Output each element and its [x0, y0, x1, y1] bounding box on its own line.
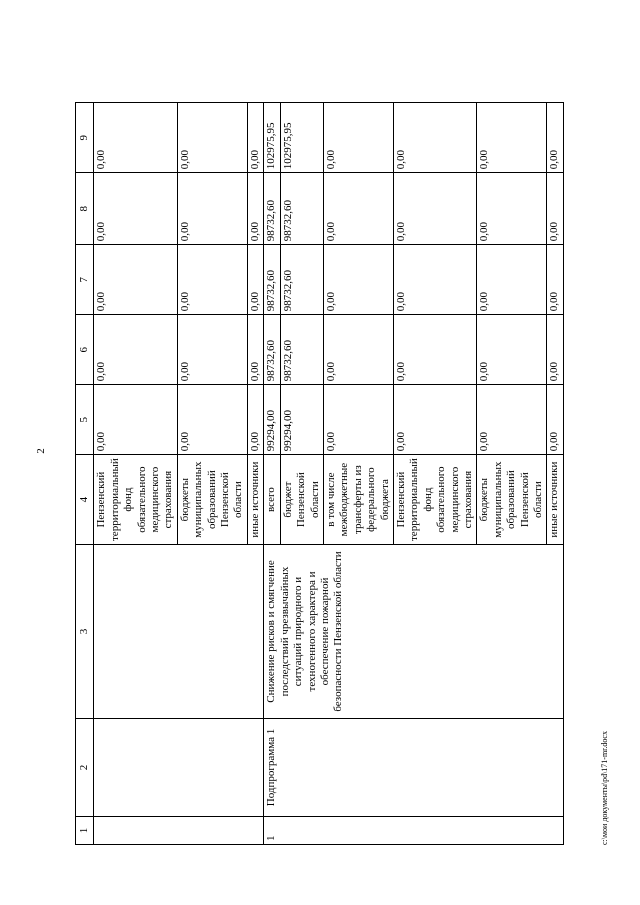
value-cell: 0,00: [547, 385, 563, 455]
value-cell: 0,00: [323, 245, 393, 315]
header-cell: 4: [76, 455, 94, 545]
header-cell: 5: [76, 385, 94, 455]
value-cell: 98732,60: [280, 173, 323, 245]
value-cell: 0,00: [477, 385, 547, 455]
table-row: [94, 103, 177, 845]
subprogram-number: 1: [264, 817, 564, 845]
header-cell: 7: [76, 245, 94, 315]
value-cell: 0,00: [247, 103, 263, 173]
header-cell: 1: [76, 817, 94, 845]
value-cell: 0,00: [247, 245, 263, 315]
value-cell: 98732,60: [280, 315, 323, 385]
value-cell: 99294,00: [280, 385, 323, 455]
source-cell: Пензенский территориальный фонд обязательного медицинского страхования: [94, 455, 177, 545]
source-cell: в том числе межбюджетные трансферты из федерального бюджета: [323, 455, 393, 545]
value-cell: 0,00: [393, 173, 476, 245]
file-path-footer: c:\мои документы\pd\171-mr.docx: [600, 731, 609, 845]
value-cell: 0,00: [94, 173, 177, 245]
value-cell: 0,00: [247, 315, 263, 385]
source-cell: иные источники: [547, 455, 563, 545]
value-cell: 0,00: [247, 385, 263, 455]
empty-cell: [94, 545, 264, 719]
source-cell: бюджет Пензенской области: [280, 455, 323, 545]
value-cell: 98732,60: [264, 315, 280, 385]
header-cell: 2: [76, 719, 94, 817]
value-cell: 0,00: [323, 315, 393, 385]
value-cell: 102975,95: [264, 103, 280, 173]
value-cell: 0,00: [323, 103, 393, 173]
value-cell: 0,00: [94, 245, 177, 315]
value-cell: 0,00: [477, 245, 547, 315]
header-cell: 6: [76, 315, 94, 385]
header-cell: 3: [76, 545, 94, 719]
header-row: [76, 103, 94, 845]
value-cell: 98732,60: [264, 173, 280, 245]
value-cell: 98732,60: [264, 245, 280, 315]
value-cell: 0,00: [477, 315, 547, 385]
value-cell: 0,00: [94, 385, 177, 455]
value-cell: 0,00: [393, 385, 476, 455]
value-cell: 0,00: [393, 245, 476, 315]
header-cell: 9: [76, 103, 94, 173]
source-cell: всего: [264, 455, 280, 545]
value-cell: 0,00: [247, 173, 263, 245]
page-number: 2: [34, 448, 47, 454]
table-body: [76, 103, 564, 845]
subprogram-label: Подпрограмма 1: [264, 719, 564, 817]
value-cell: 102975,95: [280, 103, 323, 173]
value-cell: 0,00: [393, 103, 476, 173]
value-cell: 0,00: [177, 245, 247, 315]
value-cell: 0,00: [177, 315, 247, 385]
table-row: [264, 103, 280, 845]
empty-cell: [94, 719, 264, 817]
header-cell: 8: [76, 173, 94, 245]
value-cell: 0,00: [177, 385, 247, 455]
value-cell: 0,00: [177, 103, 247, 173]
value-cell: 0,00: [547, 103, 563, 173]
source-cell: иные источники: [247, 455, 263, 545]
value-cell: 99294,00: [264, 385, 280, 455]
source-cell: бюджеты муниципальных образований Пензенской области: [477, 455, 547, 545]
value-cell: 0,00: [94, 103, 177, 173]
subprogram-title: Снижение рисков и смягчение последствий чрезвычайных ситуаций природного и техногенного характера и обеспечение пожарной безопасности Пензенской области: [264, 545, 564, 719]
value-cell: 0,00: [94, 315, 177, 385]
value-cell: 0,00: [547, 245, 563, 315]
value-cell: 0,00: [547, 173, 563, 245]
value-cell: 0,00: [547, 315, 563, 385]
budget-table: [75, 102, 564, 845]
value-cell: 98732,60: [280, 245, 323, 315]
value-cell: 0,00: [477, 173, 547, 245]
empty-cell: [94, 817, 264, 845]
value-cell: 0,00: [477, 103, 547, 173]
source-cell: Пензенский территориальный фонд обязательного медицинского страхования: [393, 455, 476, 545]
value-cell: 0,00: [393, 315, 476, 385]
value-cell: 0,00: [323, 173, 393, 245]
value-cell: 0,00: [177, 173, 247, 245]
value-cell: 0,00: [323, 385, 393, 455]
source-cell: бюджеты муниципальных образований Пензенской области: [177, 455, 247, 545]
